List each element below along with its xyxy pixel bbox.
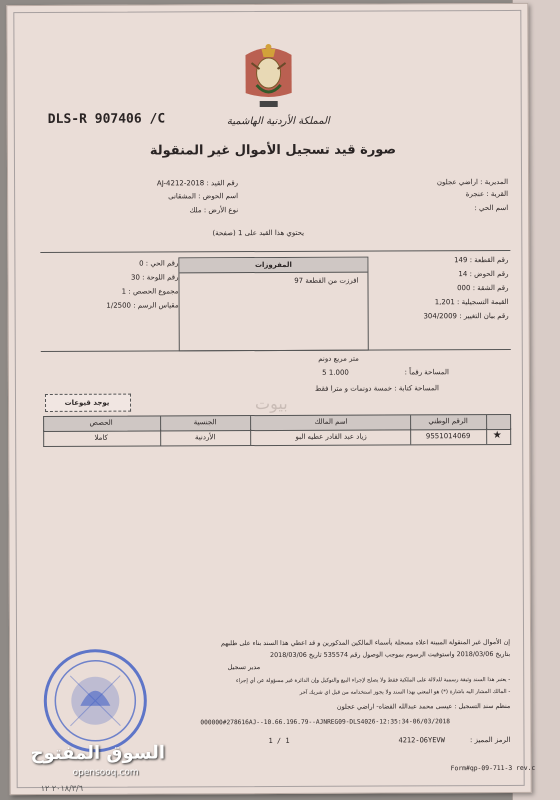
right-info-4: القيمة التسجيلية : 1,201 bbox=[434, 297, 509, 307]
cell-owner-name: زياد عبد القادر عطيه البو bbox=[295, 432, 367, 441]
area-words: المساحة كتابة : خمسة دونمات و مترا فقط bbox=[314, 384, 439, 393]
cell-nationality: الأردنية bbox=[195, 433, 216, 442]
right-info-2: رقم الحوض : 14 bbox=[458, 269, 509, 279]
record-number: رقم القيد : 2018-AJ-4212 bbox=[156, 179, 239, 188]
distinct-code: 4212-O6YEVW bbox=[398, 736, 445, 745]
right-info-3: رقم الشقة : 000 bbox=[457, 283, 509, 293]
cell-national-id: 9551014069 bbox=[425, 432, 471, 441]
col-header-shares: الحصص bbox=[89, 418, 113, 427]
area-numbers-label: المساحة رقماً : bbox=[404, 368, 449, 377]
footer-line-6: منظم سند التسجيل : عيسى محمد عبدالله القضاه- اراضي عجلون bbox=[336, 701, 511, 711]
col-header-owner: اسم المالك bbox=[314, 417, 348, 426]
bottom-scrawl: ٢٠١٨/٣/٦ ١٢ bbox=[40, 783, 84, 793]
cell-shares: كاملا bbox=[94, 433, 108, 442]
document-number: DLS-R 907406 /C bbox=[47, 111, 166, 127]
footer-line-2: بتاريخ 2018/03/06 واستوفيت الرسوم بموجب الوصول رقم 535574 تاريخ 2018/03/06 bbox=[269, 649, 511, 659]
left-info-2: رقم اللوحة : 30 bbox=[131, 273, 179, 282]
separated-header: المفروزات bbox=[254, 260, 292, 270]
official-stamp-icon bbox=[40, 646, 150, 756]
land-type: نوع الأرض : ملك bbox=[189, 206, 239, 215]
col-header-national-id: الرقم الوطني bbox=[428, 417, 468, 426]
left-info-1: رقم الحي : 0 bbox=[139, 259, 179, 268]
left-info-3: مجموع الحصص : 1 bbox=[121, 287, 179, 296]
owner-star-icon: ★ bbox=[492, 429, 502, 442]
col-header-nationality: الجنسية bbox=[193, 418, 217, 427]
separated-item: افرزت من القطعة 97 bbox=[294, 276, 359, 285]
document-title: صورة قيد تسجيل الأموال غير المنقولة bbox=[149, 142, 397, 159]
form-code: Form#qp-09-711-3 rev.c bbox=[450, 763, 536, 773]
document-page bbox=[6, 3, 536, 795]
page-count: 1 / 1 bbox=[268, 736, 290, 746]
village: القرية : عنجرة bbox=[465, 189, 509, 199]
opensooq-logo-en: opensooq.com bbox=[72, 767, 139, 778]
distinct-code-label: الرمز المميز : bbox=[469, 735, 511, 745]
right-info-5: رقم بيان التغيير : 304/2009 bbox=[423, 311, 509, 321]
area-headers: متر مربع دونم bbox=[318, 354, 359, 363]
restrictions-label: يوجد قيوعات bbox=[64, 398, 110, 407]
coat-of-arms-icon bbox=[239, 41, 297, 113]
separated-parcels-box bbox=[178, 257, 368, 352]
right-info-1: رقم القطعة : 149 bbox=[454, 255, 509, 265]
directorate: المديرية : اراضي عجلون bbox=[436, 177, 509, 187]
footer-line-4: - يعتبر هذا السند وثيقة رسمية للدلالة على الملكية فقط ولا يصلح لإجراء البيع والتوكيل وإن الدائرة غير مسؤولة عن أي إجراء bbox=[235, 676, 511, 685]
basin-name: اسم الحوض : المشقانى bbox=[168, 192, 239, 201]
area-numbers: 1.000 5 bbox=[322, 368, 349, 377]
contains-line: يحتوي هذا القيد على 1 (صفحة) bbox=[212, 228, 305, 238]
left-info-4: مقياس الرسم : 1/2500 bbox=[106, 301, 179, 310]
neighborhood: اسم الحي : bbox=[474, 203, 509, 213]
kingdom-name: المملكة الأردنية الهاشمية bbox=[226, 115, 330, 128]
opensooq-logo-ar: السوق المفتوح bbox=[30, 742, 166, 765]
watermark-text: بيوت bbox=[254, 393, 288, 414]
footer-line-3: مدير تسجيل bbox=[227, 663, 261, 672]
footer-line-5: - المالك المشار اليه باشارة (*) هو المعني بهذا السند ولا يجوز استخدامه من قبل اي شريك آخر bbox=[299, 688, 511, 696]
footer-line-1: إن الأموال غير المنقولة المبينة اعلاه مسجلة بأسماء المالكين المذكورين و قد اعطي هذا السند بناء على طلبهم bbox=[220, 637, 511, 648]
barcode-line: 000000#278616AJ--10.66.196.79--AJNREG09-DLS4026-12:35:34-06/03/2018 bbox=[200, 718, 451, 727]
